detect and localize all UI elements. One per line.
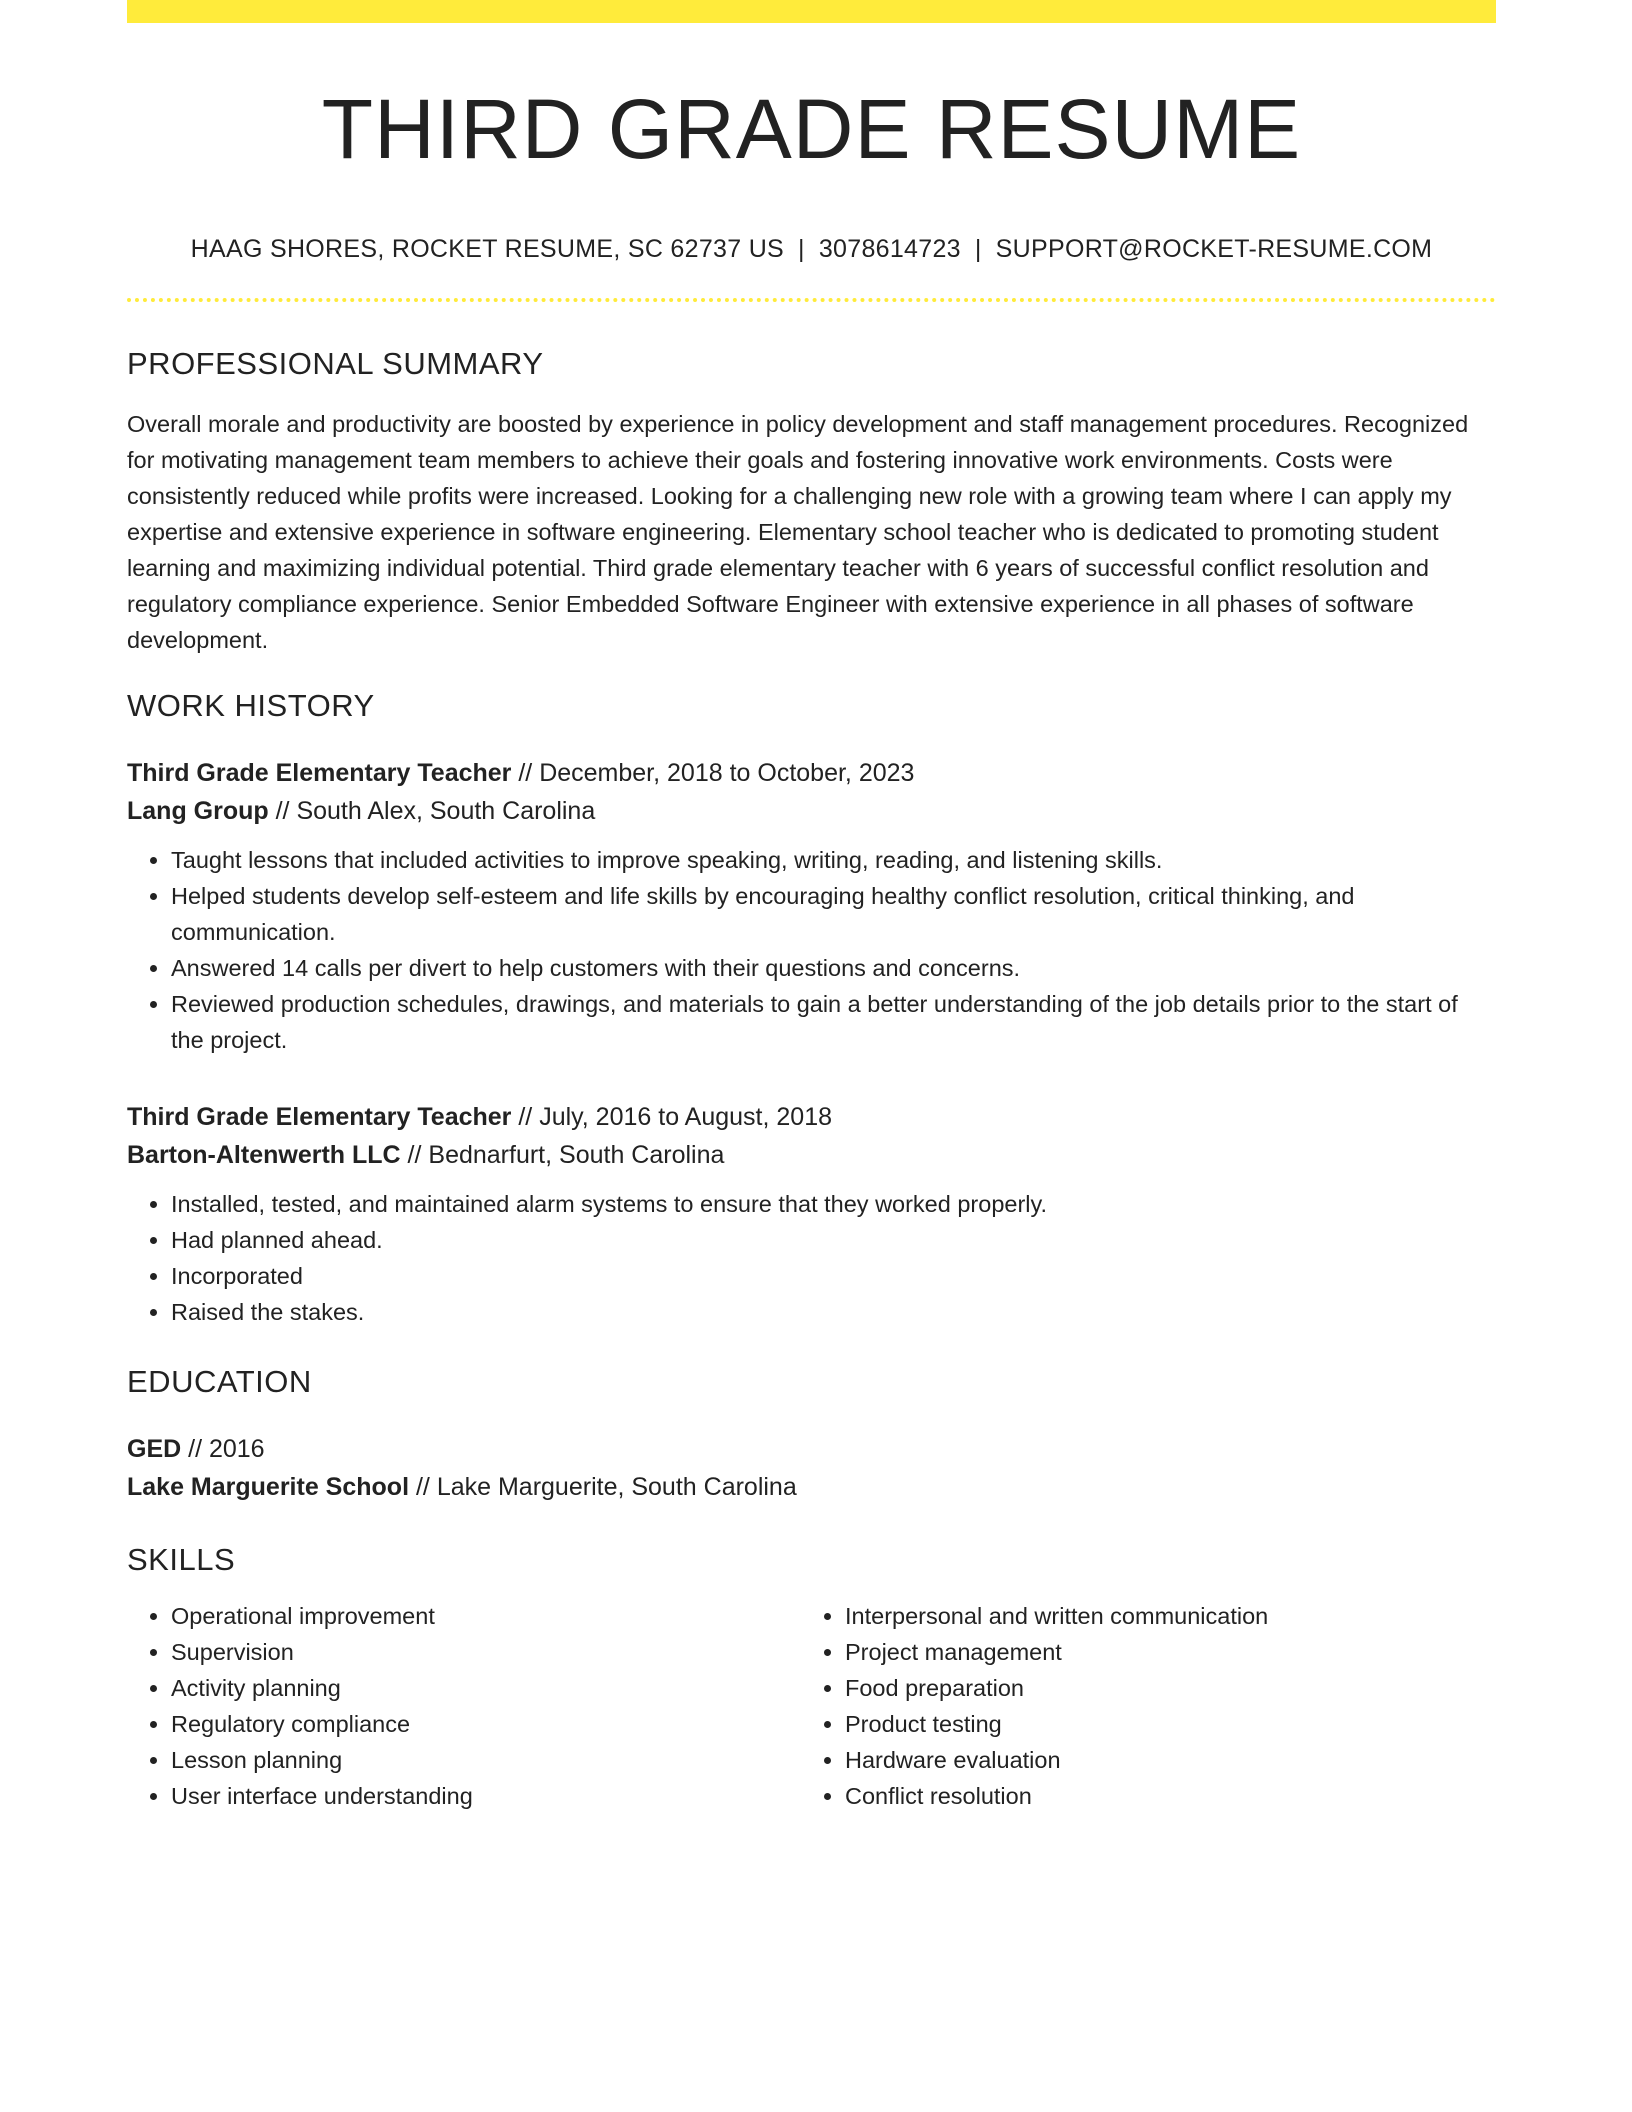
list-item: • Product testing <box>845 1706 1475 1742</box>
education-heading: EDUCATION <box>127 1364 312 1400</box>
list-item: • Answered 14 calls per divert to help customers with their questions and concerns. <box>171 950 1496 986</box>
work-history-heading: WORK HISTORY <box>127 688 375 724</box>
job-company-line <box>127 1136 1496 1174</box>
job-entry <box>127 1098 1496 1330</box>
list-item: • Project management <box>845 1634 1475 1670</box>
education-location: // Lake Marguerite, South Carolina <box>409 1473 797 1502</box>
list-item: • User interface understanding <box>171 1778 801 1814</box>
list-item: • Regulatory compliance <box>171 1706 801 1742</box>
list-item: • Reviewed production schedules, drawings, and materials to gain a better understanding of the job details prior to the start of the project. <box>171 986 1496 1058</box>
skills-columns <box>127 1598 1496 1814</box>
job-bullets <box>127 842 1496 1058</box>
contact-line <box>127 235 1496 264</box>
job-dates: // July, 2016 to August, 2018 <box>511 1103 832 1132</box>
list-item: • Interpersonal and written communication <box>845 1598 1475 1634</box>
resume-title: THIRD GRADE RESUME <box>321 82 1302 176</box>
top-accent-bar <box>127 0 1496 23</box>
job-position: Third Grade Elementary Teacher <box>127 759 512 788</box>
list-item: • Helped students develop self-esteem and life skills by encouraging healthy conflict resolution, critical thinking, and communication. <box>171 878 1496 950</box>
summary-text: Overall morale and productivity are boosted by experience in policy development and staff management procedures. Recognized for motivating management team members to achieve their goals and fostering innovative work environments. Costs were consistently reduced while profits were increased. Looking for a challenging new role with a growing team where I can apply my expertise and extensive experience in software engineering. Elementary school teacher who is dedicated to promoting student learning and maximizing individual potential. Third grade elementary teacher with 6 years of successful conflict resolution and regulatory compliance experience. Senior Embedded Software Engineer with extensive experience in all phases of software development. <box>127 411 1469 654</box>
list-item: • Operational improvement <box>171 1598 801 1634</box>
contact-separator: | <box>974 235 982 264</box>
education-year: // 2016 <box>181 1435 265 1464</box>
education-school: Lake Marguerite School <box>127 1473 410 1502</box>
contact-phone: 3078614723 <box>818 235 961 264</box>
header-divider <box>127 298 1496 302</box>
list-item: • Raised the stakes. <box>171 1294 1496 1330</box>
skills-heading: SKILLS <box>127 1542 236 1578</box>
job-title-line <box>127 1098 1496 1136</box>
summary-heading: PROFESSIONAL SUMMARY <box>127 346 544 382</box>
list-item: • Activity planning <box>171 1670 801 1706</box>
job-title-line <box>127 754 1496 792</box>
list-item: • Hardware evaluation <box>845 1742 1475 1778</box>
list-item: • Supervision <box>171 1634 801 1670</box>
education-entry <box>127 1430 1496 1506</box>
skills-left-list <box>127 1598 801 1814</box>
contact-address: HAAG SHORES, ROCKET RESUME, SC 62737 US <box>190 235 785 264</box>
education-degree: GED <box>127 1435 182 1464</box>
list-item: • Installed, tested, and maintained alarm systems to ensure that they worked properly. <box>171 1186 1496 1222</box>
job-company: Lang Group <box>127 797 269 826</box>
resume-page <box>127 0 1496 1814</box>
list-item: • Incorporated <box>171 1258 1496 1294</box>
job-position: Third Grade Elementary Teacher <box>127 1103 512 1132</box>
skills-right-list <box>801 1598 1475 1814</box>
job-dates: // December, 2018 to October, 2023 <box>511 759 915 788</box>
list-item: • Taught lessons that included activities to improve speaking, writing, reading, and listening skills. <box>171 842 1496 878</box>
list-item: • Conflict resolution <box>845 1778 1475 1814</box>
contact-separator: | <box>798 235 805 264</box>
list-item: • Lesson planning <box>171 1742 801 1778</box>
job-bullets <box>127 1186 1496 1330</box>
job-company-line <box>127 792 1496 830</box>
job-location: // Bednarfurt, South Carolina <box>400 1141 725 1170</box>
job-location: // South Alex, South Carolina <box>268 797 596 826</box>
contact-email: SUPPORT@ROCKET-RESUME.COM <box>995 235 1433 264</box>
job-entry <box>127 754 1496 1058</box>
list-item: • Had planned ahead. <box>171 1222 1496 1258</box>
job-company: Barton-Altenwerth LLC <box>127 1141 401 1170</box>
education-degree-line <box>127 1430 1496 1468</box>
education-school-line <box>127 1468 1496 1506</box>
list-item: • Food preparation <box>845 1670 1475 1706</box>
